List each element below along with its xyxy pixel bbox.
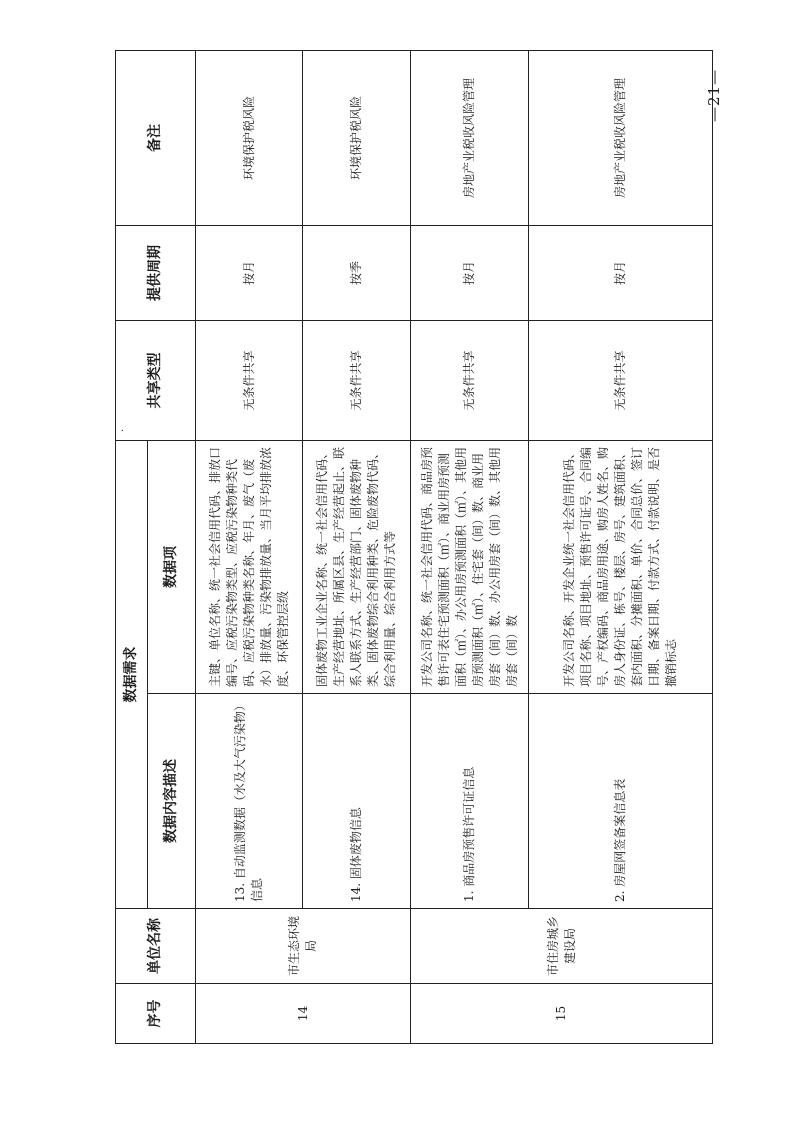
table-row [529,51,713,1044]
header-share-type: 共享类型 [116,321,196,441]
data-demand-table [115,50,713,1044]
page-number: —21— [705,68,723,122]
header-seq: 序号 [116,984,196,1044]
header-period: 提供周期 [116,226,196,321]
items-cell: 开发公司名称、统一社会信用代码、商品房预售许可表住宅预测面积（㎡）、商业用房预测面积（㎡）、办公用房预测面积（㎡）、其他用房预测面积（㎡）、住宅套（间）数、商业用房套（间）数、办公用房套（间）数、其他用房套（间）数 [411,441,529,694]
desc-cell: 2. 房屋网签备案信息表 [529,694,713,909]
seq-cell: 15 [411,984,713,1044]
period-cell: 按月 [196,226,303,321]
remark-cell: 环境保护税风险 [196,51,303,226]
header-remark: 备注 [116,51,196,226]
table-row [411,51,529,1044]
period-cell: 按月 [411,226,529,321]
unit-cell: 市生态环境局 [196,909,411,984]
desc-cell: 1. 商品房预售许可证信息 [411,694,529,909]
period-cell: 按季 [303,226,411,321]
items-cell: 固体废物工业企业名称、统一社会信用代码、生产经营地址、所属区县、生产经营起止、联系人联系方式、生产经营部门、固体废物种类、固体废物综合利用种类、危险废物代码、综合利用量、综合利用方式等 [303,441,411,694]
unit-cell: 市住房城乡建设局 [411,909,713,984]
header-desc: 数据内容描述 [148,694,196,909]
stray-dot: · [118,428,129,432]
share-type-cell: 无条件共享 [196,321,303,441]
table-row [196,51,303,1044]
period-cell: 按月 [529,226,713,321]
table-row [303,51,411,1044]
share-type-cell: 无条件共享 [529,321,713,441]
remark-cell: 房地产业税收风险管理 [411,51,529,226]
desc-cell: 14. 固体废物信息 [303,694,411,909]
items-cell: 主键、单位名称、统一社会信用代码、排放口编号、应税污染物类型、应税污染物种类代码、应税污染物种类名称、年月、废气（废水）排放量、污染物排放量、当月平均排放浓度、环保管控层级 [196,441,303,694]
share-type-cell: 无条件共享 [411,321,529,441]
header-items: 数据项 [148,441,196,694]
remark-cell: 房地产业税收风险管理 [529,51,713,226]
seq-cell: 14 [196,984,411,1044]
desc-cell: 13. 自动监测数据（水及大气污染物）信息 [196,694,303,909]
share-type-cell: 无条件共享 [303,321,411,441]
remark-cell: 环境保护税风险 [303,51,411,226]
header-demand: 数据需求 [116,441,148,909]
header-unit: 单位名称 [116,909,196,984]
items-cell: 开发公司名称、开发企业统一社会信用代码、项目名称、项目地址、预售许可证号、合同编号、产权编码、商品房用途、购房人姓名、购房人身份证、栋号、楼层、房号、建筑面积、套内面积、分摊面积、单价、合同总价、签订日期、备案日期、付款方式、付款说明、是否撤销标志 [529,441,713,694]
